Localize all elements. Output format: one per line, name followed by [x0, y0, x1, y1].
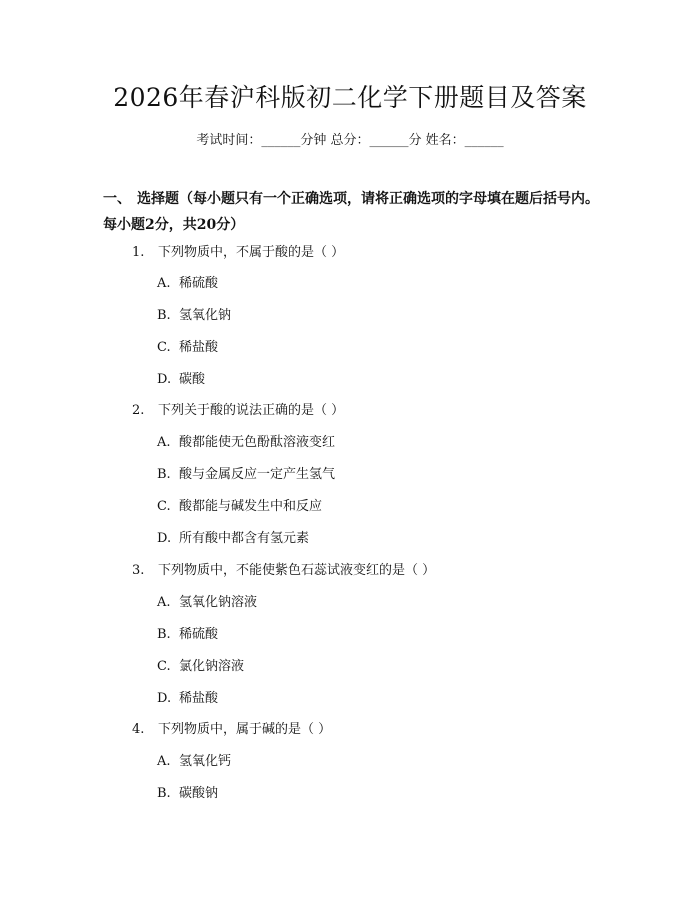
question-4-option-b [157, 784, 218, 804]
question-text: 下列物质中，不能使紫色石蕊试液变红的是（ ） [158, 563, 436, 578]
question-4-option-a [157, 752, 231, 772]
option-text: 酸都能使无色酚酞溶液变红 [179, 435, 336, 450]
option-letter: C. [157, 659, 171, 674]
option-text: 碳酸钠 [179, 786, 219, 801]
question-number: 2. [132, 403, 145, 418]
question-number: 3. [132, 563, 145, 578]
question-4 [132, 720, 331, 740]
section-heading-line1 [103, 186, 623, 212]
question-3 [132, 561, 435, 581]
option-letter: C. [157, 340, 171, 355]
option-letter: A. [157, 276, 171, 291]
option-letter: B. [157, 467, 171, 482]
section-heading-text: 选择题（每小题只有一个正确选项，请将正确选项的字母填在题后括号内。 [137, 191, 599, 207]
question-2 [132, 401, 344, 421]
option-letter: B. [157, 786, 171, 801]
question-number: 4. [132, 722, 145, 737]
question-number: 1. [132, 245, 145, 260]
option-text: 所有酸中都含有氢元素 [179, 531, 310, 546]
exam-meta-line: 考试时间：______分钟 总分：______分 姓名：______ [196, 133, 504, 148]
option-letter: B. [157, 308, 171, 323]
question-2-option-c [157, 497, 322, 517]
option-text: 氢氧化钠溶液 [179, 595, 258, 610]
option-text: 氢氧化钙 [179, 754, 232, 769]
question-text: 下列物质中，不属于酸的是（ ） [158, 245, 345, 260]
question-1-option-b [157, 306, 231, 326]
option-text: 稀盐酸 [179, 691, 219, 706]
question-text: 下列关于酸的说法正确的是（ ） [158, 403, 345, 418]
option-text: 酸与金属反应一定产生氢气 [179, 467, 336, 482]
question-text: 下列物质中，属于碱的是（ ） [158, 722, 332, 737]
option-text: 稀硫酸 [179, 627, 219, 642]
question-1-option-a [157, 274, 218, 294]
option-text: 稀硫酸 [179, 276, 219, 291]
question-2-option-b [157, 465, 335, 485]
question-2-option-a [157, 433, 335, 453]
option-text: 碳酸 [179, 372, 206, 387]
question-3-option-b [157, 625, 218, 645]
option-letter: A. [157, 754, 171, 769]
option-text: 酸都能与碱发生中和反应 [179, 499, 323, 514]
option-letter: A. [157, 595, 171, 610]
question-2-option-d [157, 529, 309, 549]
question-1-option-c [157, 338, 218, 358]
option-letter: D. [157, 691, 172, 706]
question-1 [132, 243, 344, 263]
question-3-option-c [157, 657, 244, 677]
option-letter: B. [157, 627, 171, 642]
option-letter: A. [157, 435, 171, 450]
section-heading [103, 186, 623, 238]
question-1-option-d [157, 370, 205, 390]
option-text: 氢氧化钠 [179, 308, 232, 323]
section-heading-line2: 每小题2分，共20分） [103, 217, 245, 233]
question-3-option-a [157, 593, 257, 613]
option-letter: D. [157, 372, 172, 387]
option-letter: D. [157, 531, 172, 546]
document-title: 2026年春沪科版初二化学下册题目及答案 [113, 83, 587, 112]
section-number: 一、 [103, 191, 131, 207]
question-3-option-d [157, 689, 218, 709]
option-letter: C. [157, 499, 171, 514]
option-text: 稀盐酸 [179, 340, 219, 355]
option-text: 氯化钠溶液 [179, 659, 245, 674]
